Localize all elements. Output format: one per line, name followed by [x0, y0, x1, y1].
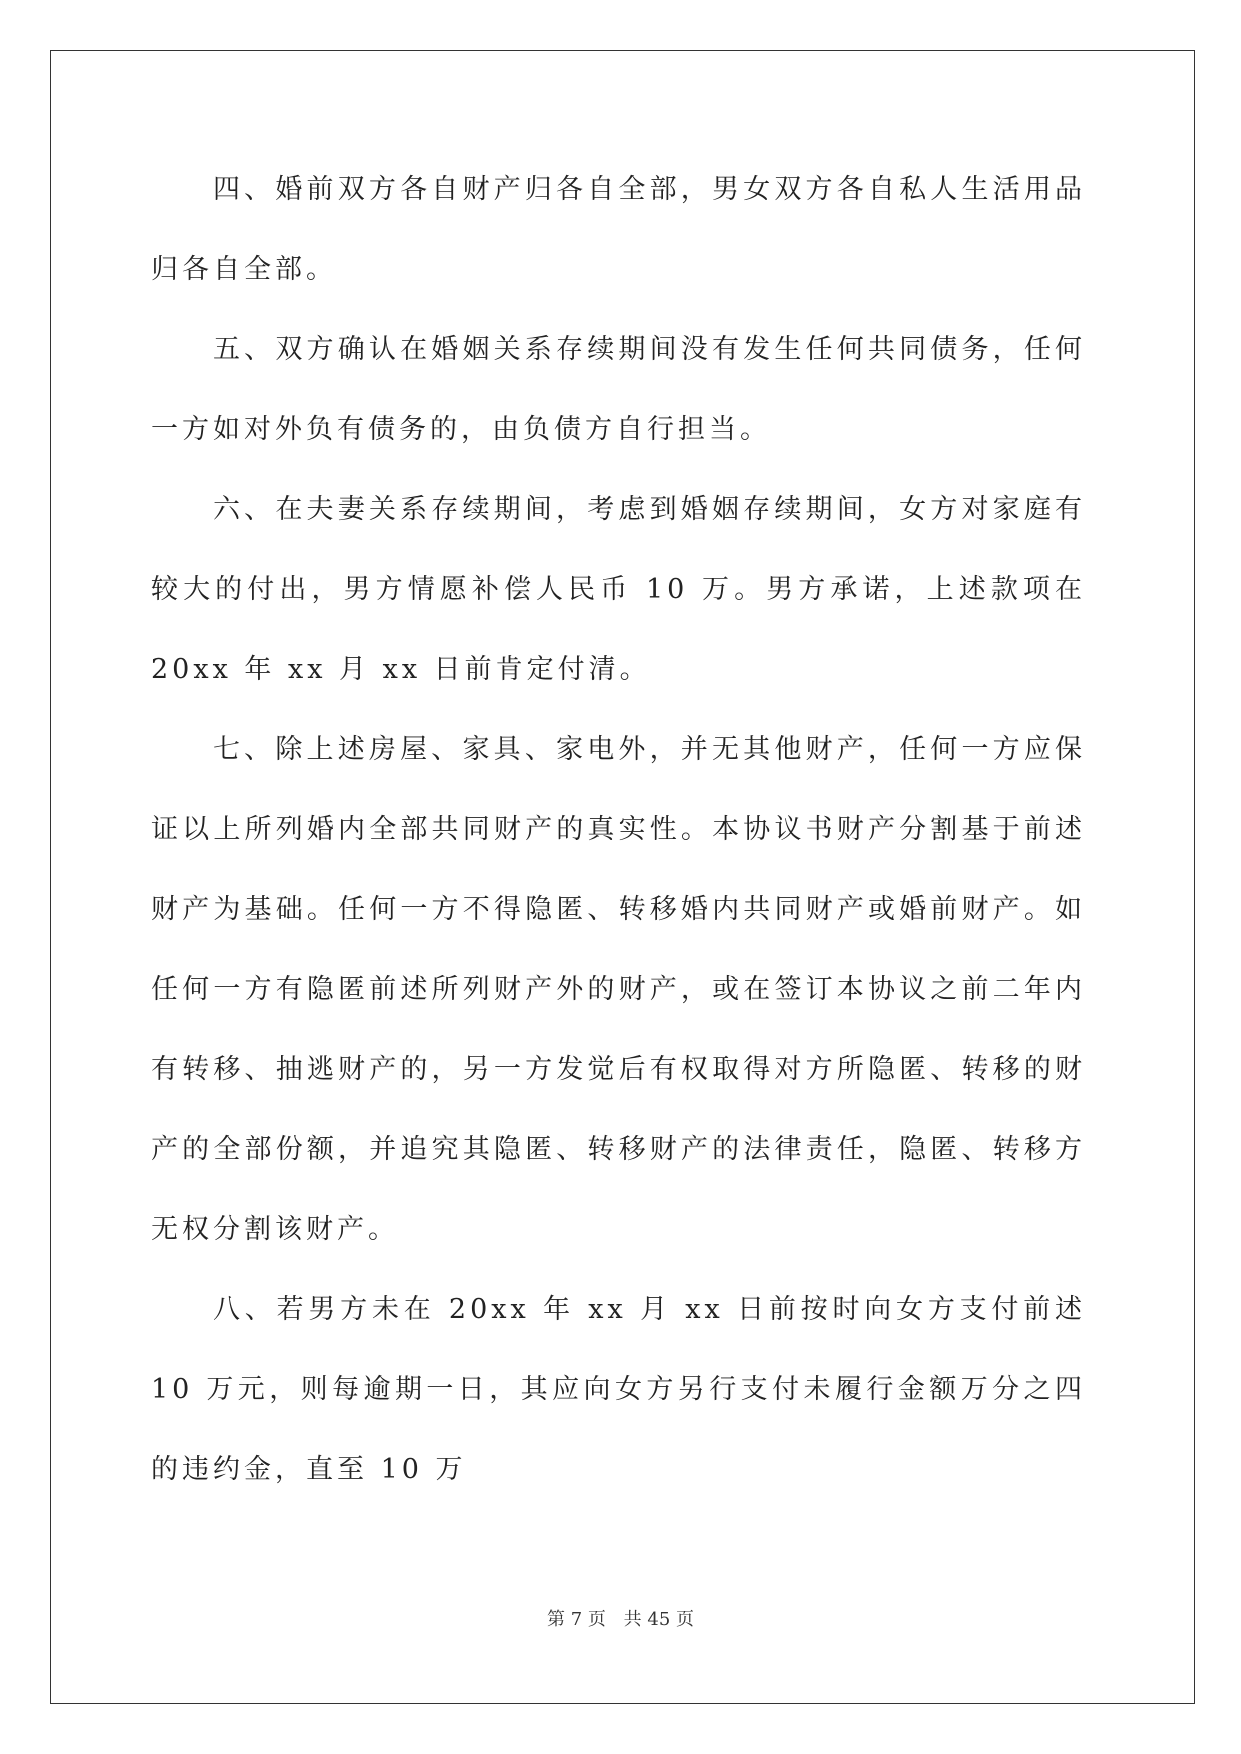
paragraph-8: 八、若男方未在 20xx 年 xx 月 xx 日前按时向女方支付前述 10 万元，则每逾期一日，其应向女方另行支付未履行金额万分之四的违约金，直至 10 万 — [151, 1294, 1086, 1485]
paragraph-7: 七、除上述房屋、家具、家电外，并无其他财产，任何一方应保证以上所列婚内全部共同财产的真实性。本协议书财产分割基于前述财产为基础。任何一方不得隐匿、转移婚内共同财产或婚前财产。如任何一方有隐匿前述所列财产外的财产，或在签订本协议之前二年内有转移、抽逃财产的，另一方发觉后有权取得对方所隐匿、转移的财产的全部份额，并追究其隐匿、转移财产的法律责任，隐匿、转移方无权分割该财产。 — [151, 734, 1086, 1245]
page-number: 第 7 页 — [547, 1609, 606, 1630]
page-footer — [0, 1605, 1241, 1631]
paragraph-6: 六、在夫妻关系存续期间，考虑到婚姻存续期间，女方对家庭有较大的付出，男方情愿补偿人民币 10 万。男方承诺，上述款项在 20xx 年 xx 月 xx 日前肯定付清。 — [151, 494, 1086, 685]
page-total: 共 45 页 — [623, 1609, 694, 1630]
document-body — [151, 150, 1086, 1510]
paragraph-4: 四、婚前双方各自财产归各自全部，男女双方各自私人生活用品归各自全部。 — [151, 174, 1086, 285]
paragraph-5: 五、双方确认在婚姻关系存续期间没有发生任何共同债务，任何一方如对外负有债务的，由负债方自行担当。 — [151, 334, 1086, 445]
